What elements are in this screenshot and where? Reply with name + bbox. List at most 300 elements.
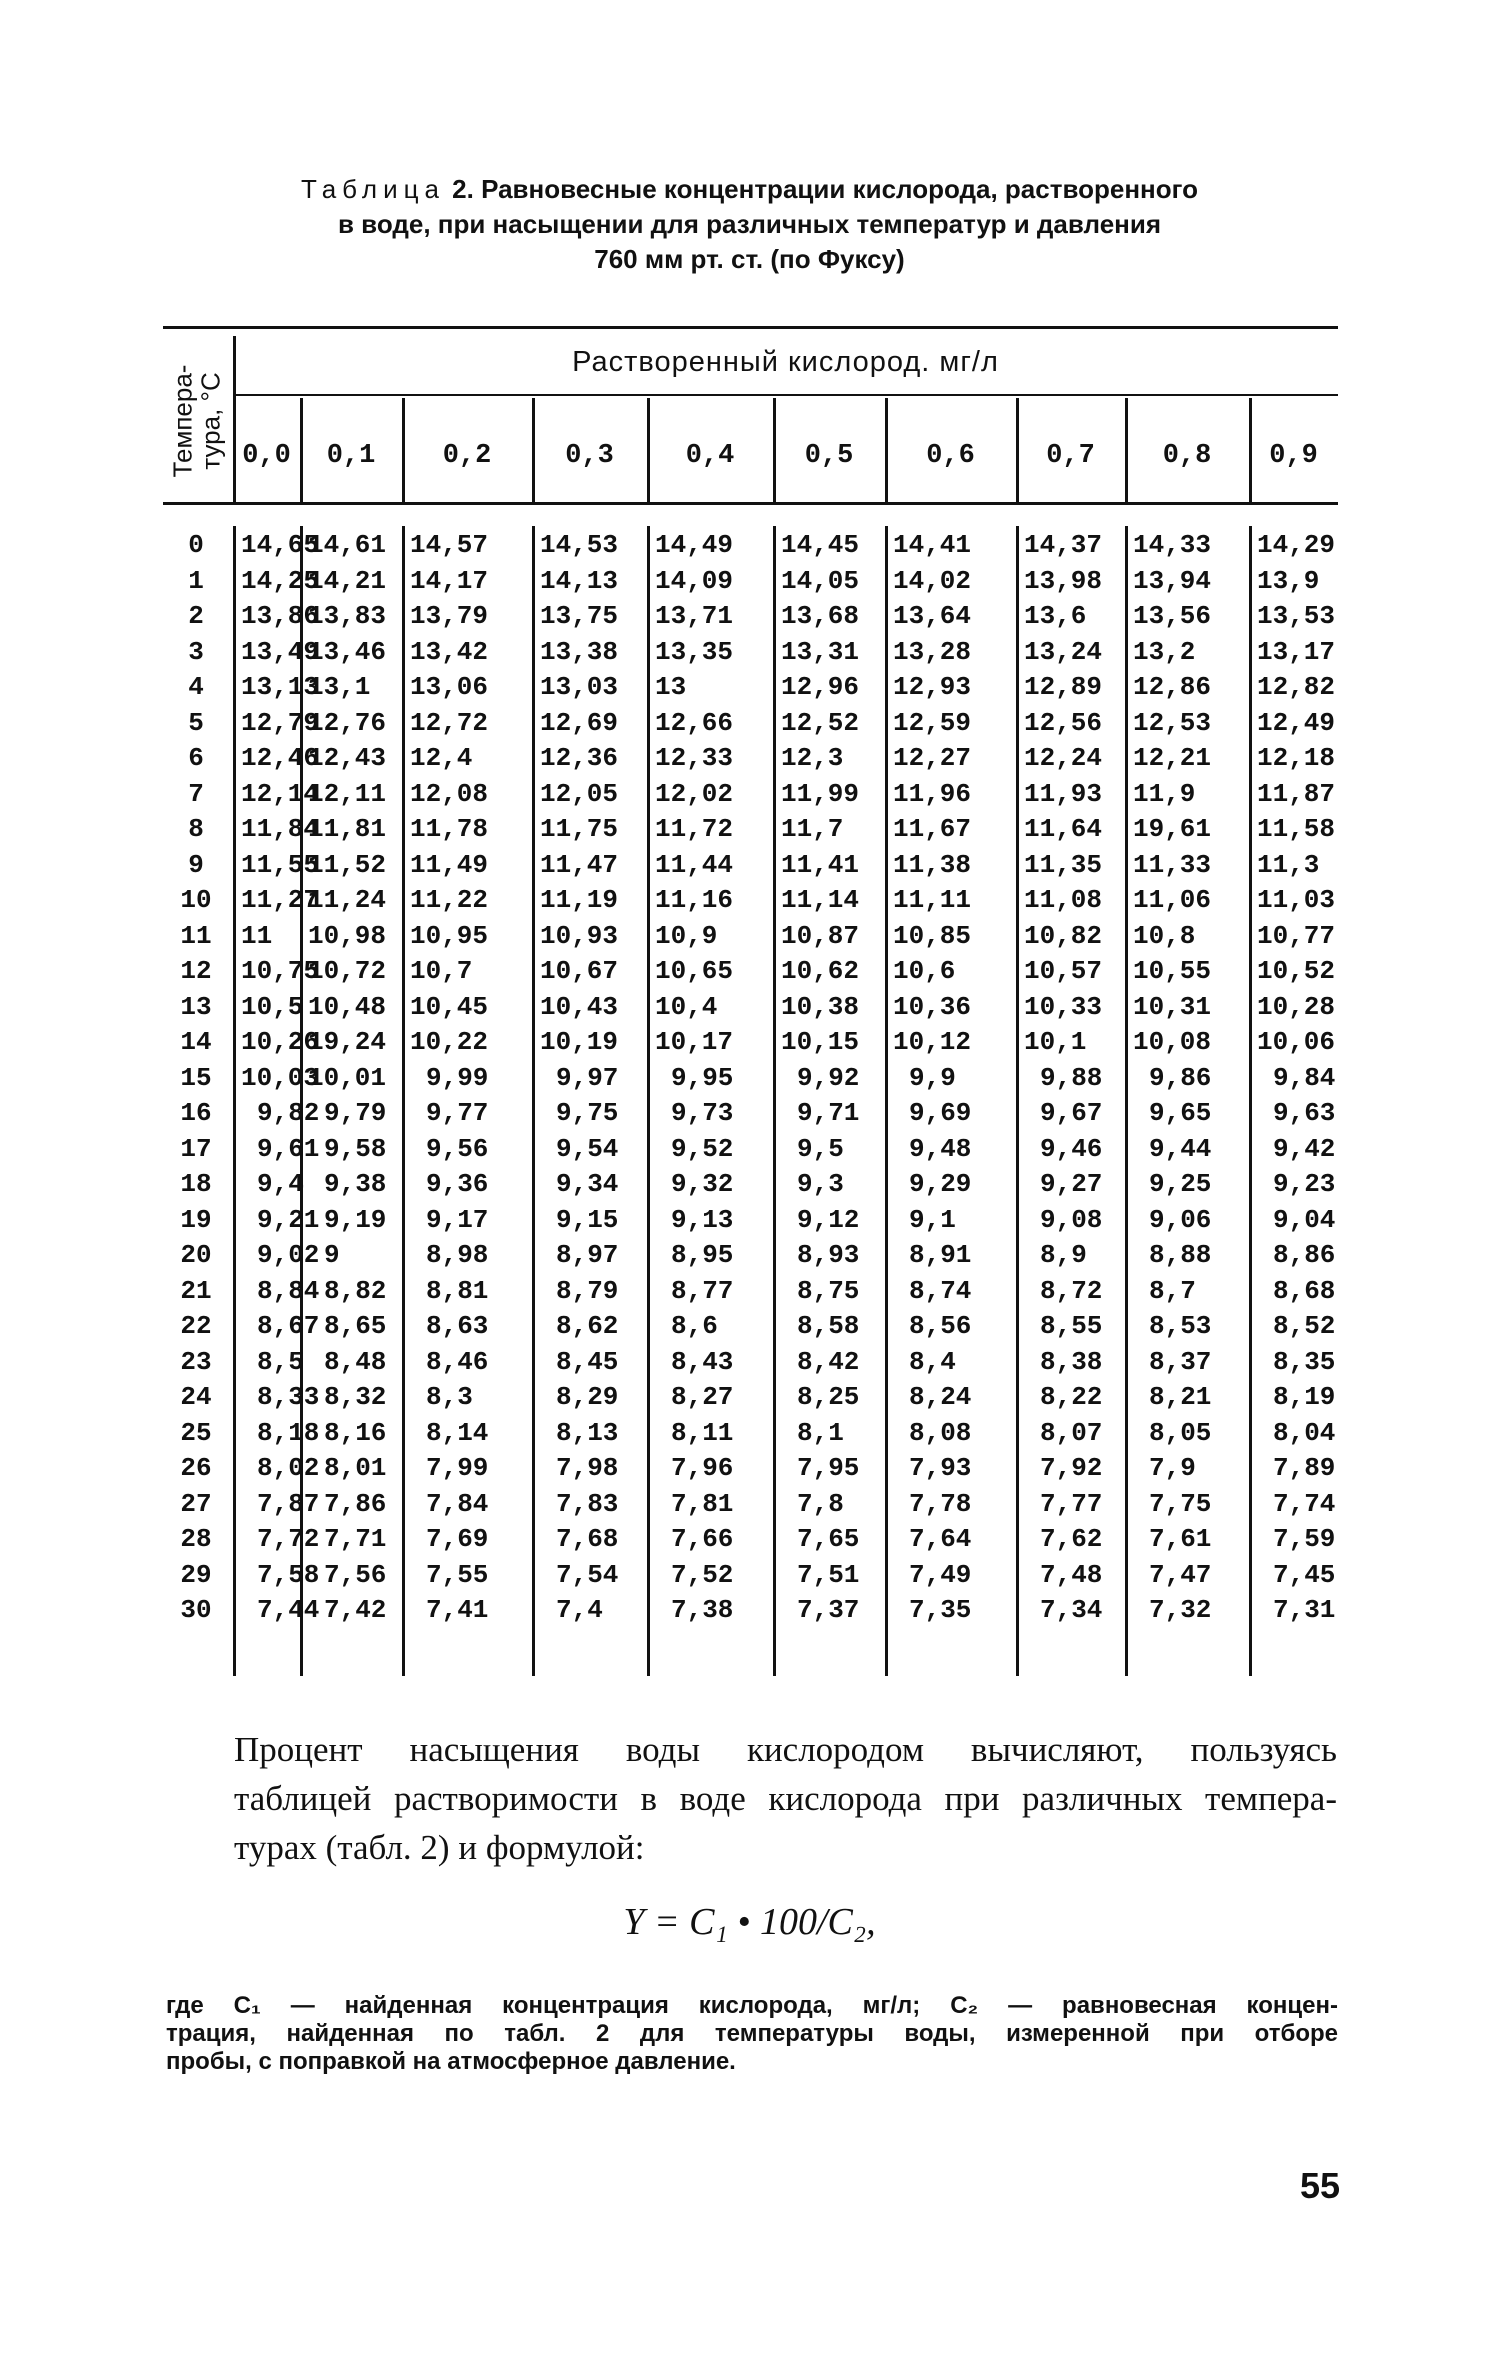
oxygen-value-cell: 14,25 bbox=[241, 565, 320, 596]
oxygen-value-cell: 8,7 bbox=[1149, 1275, 1196, 1306]
temperature-cell: 12 bbox=[180, 956, 212, 986]
oxygen-value-cell: 9,02 bbox=[257, 1240, 320, 1270]
temperature-cell: 9 bbox=[188, 849, 204, 880]
oxygen-value-cell: 11,06 bbox=[1133, 885, 1212, 915]
oxygen-value-cell: 8,84 bbox=[257, 1275, 320, 1306]
oxygen-value-cell: 8,13 bbox=[556, 1417, 619, 1448]
oxygen-value-cell: 9,38 bbox=[324, 1169, 387, 1199]
oxygen-value-cell: 10,22 bbox=[410, 1027, 489, 1057]
column-divider-header bbox=[1125, 398, 1128, 502]
oxygen-value-cell: 13,42 bbox=[410, 636, 489, 667]
oxygen-value-cell: 7,95 bbox=[797, 1453, 860, 1483]
oxygen-value-cell: 14,33 bbox=[1133, 530, 1212, 560]
oxygen-value-cell: 7,65 bbox=[797, 1524, 860, 1554]
table-top-rule bbox=[163, 326, 1338, 329]
table-header-bottom-rule bbox=[163, 502, 1338, 505]
oxygen-value-cell: 9,63 bbox=[1273, 1098, 1336, 1128]
table-row bbox=[163, 1167, 1338, 1203]
temperature-cell: 13 bbox=[180, 991, 212, 1022]
oxygen-value-cell: 12,53 bbox=[1133, 707, 1212, 738]
oxygen-value-cell: 10,4 bbox=[655, 991, 718, 1022]
temperature-cell: 18 bbox=[180, 1169, 212, 1199]
oxygen-value-cell: 7,56 bbox=[324, 1559, 387, 1590]
oxygen-value-cell: 10,38 bbox=[781, 991, 860, 1022]
column-header: 0,8 bbox=[1162, 441, 1212, 471]
column-header: 0,1 bbox=[326, 441, 376, 471]
oxygen-value-cell: 8,82 bbox=[324, 1275, 387, 1306]
oxygen-value-cell: 9,27 bbox=[1040, 1169, 1103, 1199]
oxygen-value-cell: 12,14 bbox=[241, 778, 320, 809]
oxygen-value-cell: 14,09 bbox=[655, 565, 734, 596]
column-divider-header bbox=[233, 336, 236, 502]
table-body bbox=[163, 528, 1338, 1629]
temperature-cell: 19 bbox=[180, 1204, 212, 1235]
oxygen-value-cell: 9,13 bbox=[671, 1204, 734, 1235]
oxygen-value-cell: 7,8 bbox=[797, 1488, 844, 1519]
oxygen-value-cell: 10,95 bbox=[410, 920, 489, 951]
oxygen-value-cell: 11,7 bbox=[781, 814, 844, 844]
oxygen-value-cell: 7,96 bbox=[671, 1453, 734, 1483]
body-line-2: таблицей растворимости в воде кислорода при различных темпера- bbox=[234, 1779, 1337, 1818]
oxygen-value-cell: 7,52 bbox=[671, 1559, 734, 1590]
oxygen-value-cell: 14,17 bbox=[410, 565, 489, 596]
oxygen-value-cell: 11,87 bbox=[1257, 778, 1336, 809]
oxygen-value-cell: 9,1 bbox=[909, 1204, 956, 1235]
oxygen-value-cell: 13,79 bbox=[410, 601, 489, 631]
oxygen-value-cell: 13,24 bbox=[1024, 636, 1103, 667]
oxygen-value-cell: 9,69 bbox=[909, 1098, 972, 1128]
temperature-cell: 27 bbox=[180, 1488, 212, 1519]
oxygen-value-cell: 13,06 bbox=[410, 672, 489, 702]
body-line-3: турах (табл. 2) и формулой: bbox=[234, 1828, 645, 1867]
oxygen-value-cell: 9,21 bbox=[257, 1204, 320, 1235]
oxygen-value-cell: 13,56 bbox=[1133, 601, 1212, 631]
oxygen-value-cell: 8,65 bbox=[324, 1311, 387, 1341]
oxygen-value-cell: 11,47 bbox=[540, 849, 619, 880]
oxygen-value-cell: 8,95 bbox=[671, 1240, 734, 1270]
oxygen-value-cell: 10,7 bbox=[410, 956, 473, 986]
oxygen-value-cell: 7,47 bbox=[1149, 1559, 1212, 1590]
oxygen-table bbox=[163, 326, 1338, 1676]
oxygen-value-cell: 8,29 bbox=[556, 1382, 619, 1412]
oxygen-value-cell: 7,48 bbox=[1040, 1559, 1103, 1590]
temperature-cell: 11 bbox=[180, 920, 212, 951]
oxygen-value-cell: 8,88 bbox=[1149, 1240, 1212, 1270]
table-row bbox=[163, 1380, 1338, 1416]
oxygen-value-cell: 8,98 bbox=[426, 1240, 489, 1270]
oxygen-value-cell: 11,96 bbox=[893, 778, 972, 809]
table-row bbox=[163, 777, 1338, 813]
oxygen-value-cell: 12,49 bbox=[1257, 707, 1336, 738]
column-header: 0,9 bbox=[1269, 441, 1318, 471]
oxygen-value-cell: 7,86 bbox=[324, 1488, 387, 1519]
oxygen-value-cell: 10,48 bbox=[308, 991, 387, 1022]
table-row bbox=[163, 1487, 1338, 1523]
oxygen-value-cell: 9,58 bbox=[324, 1133, 387, 1164]
oxygen-value-cell: 11,33 bbox=[1133, 849, 1212, 880]
table-row bbox=[163, 670, 1338, 706]
dissolved-oxygen-header: Растворенный кислород. мг/л bbox=[572, 346, 999, 378]
oxygen-value-cell: 9,52 bbox=[671, 1133, 734, 1164]
oxygen-value-cell: 9,06 bbox=[1149, 1204, 1212, 1235]
oxygen-value-cell: 7,74 bbox=[1273, 1488, 1336, 1519]
oxygen-value-cell: 12,82 bbox=[1257, 672, 1336, 702]
table-row bbox=[163, 919, 1338, 955]
body-line-1: Процент насыщения воды кислородом вычисляют, пользуясь bbox=[234, 1730, 1337, 1769]
oxygen-value-cell: 10,55 bbox=[1133, 956, 1212, 986]
oxygen-value-cell: 13,6 bbox=[1024, 601, 1087, 631]
temperature-cell: 17 bbox=[180, 1133, 212, 1164]
oxygen-value-cell: 10,06 bbox=[1257, 1027, 1336, 1057]
oxygen-value-cell: 10,17 bbox=[655, 1027, 734, 1057]
oxygen-value-cell: 9,99 bbox=[426, 1062, 489, 1093]
oxygen-value-cell: 11,55 bbox=[241, 849, 320, 880]
oxygen-value-cell: 11,58 bbox=[1257, 814, 1336, 844]
oxygen-value-cell: 10,15 bbox=[781, 1027, 860, 1057]
oxygen-value-cell: 9,77 bbox=[426, 1098, 489, 1128]
oxygen-value-cell: 8,48 bbox=[324, 1346, 387, 1377]
oxygen-value-cell: 10,93 bbox=[540, 920, 619, 951]
oxygen-value-cell: 7,84 bbox=[426, 1488, 489, 1519]
table-row bbox=[163, 1309, 1338, 1345]
column-divider-header bbox=[402, 398, 405, 502]
oxygen-value-cell: 8,19 bbox=[1273, 1382, 1336, 1412]
table-row bbox=[163, 635, 1338, 671]
oxygen-value-cell: 12,36 bbox=[540, 743, 619, 773]
oxygen-value-cell: 9,65 bbox=[1149, 1098, 1212, 1128]
oxygen-value-cell: 10,12 bbox=[893, 1027, 972, 1057]
oxygen-value-cell: 14,49 bbox=[655, 530, 734, 560]
oxygen-value-cell: 13,98 bbox=[1024, 565, 1103, 596]
oxygen-value-cell: 9,23 bbox=[1273, 1169, 1336, 1199]
oxygen-value-cell: 9,9 bbox=[909, 1062, 956, 1093]
temperature-cell: 1 bbox=[188, 565, 204, 596]
column-header: 0,2 bbox=[442, 441, 492, 471]
oxygen-value-cell: 9,4 bbox=[257, 1169, 304, 1199]
temperature-cell: 26 bbox=[180, 1453, 212, 1483]
oxygen-value-cell: 7,68 bbox=[556, 1524, 619, 1554]
oxygen-value-cell: 13,1 bbox=[308, 672, 371, 702]
oxygen-value-cell: 8,32 bbox=[324, 1382, 387, 1412]
oxygen-value-cell: 11,64 bbox=[1024, 814, 1103, 844]
temperature-header-line-1: Темпера- bbox=[167, 364, 197, 478]
oxygen-value-cell: 10,01 bbox=[308, 1062, 387, 1093]
oxygen-value-cell: 10,5 bbox=[241, 991, 304, 1022]
oxygen-value-cell: 8,81 bbox=[426, 1275, 489, 1306]
oxygen-value-cell: 13,03 bbox=[540, 672, 619, 702]
oxygen-value-cell: 14,61 bbox=[308, 530, 387, 560]
oxygen-value-cell: 12,02 bbox=[655, 778, 734, 809]
column-divider-header bbox=[532, 398, 535, 502]
temperature-cell: 4 bbox=[188, 672, 204, 702]
oxygen-value-cell: 7,32 bbox=[1149, 1595, 1212, 1625]
oxygen-value-cell: 10,45 bbox=[410, 991, 489, 1022]
column-header: 0,4 bbox=[685, 441, 735, 471]
oxygen-value-cell: 9,08 bbox=[1040, 1204, 1103, 1235]
table-row bbox=[163, 741, 1338, 777]
oxygen-value-cell: 7,45 bbox=[1273, 1559, 1336, 1590]
temperature-cell: 2 bbox=[188, 601, 204, 631]
temperature-cell: 7 bbox=[188, 778, 204, 809]
oxygen-value-cell: 11,93 bbox=[1024, 778, 1103, 809]
oxygen-value-cell: 11,3 bbox=[1257, 849, 1320, 880]
temperature-cell: 14 bbox=[180, 1027, 212, 1057]
oxygen-value-cell: 8,38 bbox=[1040, 1346, 1103, 1377]
table-row bbox=[163, 706, 1338, 742]
oxygen-value-cell: 8,68 bbox=[1273, 1275, 1336, 1306]
oxygen-value-cell: 9,79 bbox=[324, 1098, 387, 1128]
oxygen-value-cell: 7,55 bbox=[426, 1559, 489, 1590]
column-header: 0,6 bbox=[926, 441, 975, 471]
oxygen-value-cell: 8,79 bbox=[556, 1275, 619, 1306]
span-header-rule bbox=[233, 394, 1338, 396]
oxygen-value-cell: 8,97 bbox=[556, 1240, 619, 1270]
oxygen-value-cell: 12,76 bbox=[308, 707, 387, 738]
oxygen-value-cell: 12,43 bbox=[308, 743, 387, 773]
oxygen-value-cell: 10,72 bbox=[308, 956, 387, 986]
oxygen-value-cell: 9,25 bbox=[1149, 1169, 1212, 1199]
temperature-cell: 29 bbox=[180, 1559, 212, 1590]
oxygen-value-cell: 8,6 bbox=[671, 1311, 718, 1341]
oxygen-value-cell: 9,92 bbox=[797, 1062, 860, 1093]
table-row bbox=[163, 528, 1338, 564]
oxygen-value-cell: 9,84 bbox=[1273, 1062, 1336, 1093]
oxygen-value-cell: 7,89 bbox=[1273, 1453, 1336, 1483]
oxygen-value-cell: 8,33 bbox=[257, 1382, 320, 1412]
table-row bbox=[163, 1132, 1338, 1168]
oxygen-value-cell: 7,83 bbox=[556, 1488, 619, 1519]
oxygen-value-cell: 8,5 bbox=[257, 1346, 304, 1377]
oxygen-value-cell: 14,21 bbox=[308, 565, 387, 596]
oxygen-value-cell: 7,4 bbox=[556, 1595, 603, 1625]
oxygen-value-cell: 10,85 bbox=[893, 920, 972, 951]
oxygen-value-cell: 8,3 bbox=[426, 1382, 473, 1412]
oxygen-value-cell: 11,24 bbox=[308, 885, 387, 915]
oxygen-value-cell: 8,91 bbox=[909, 1240, 972, 1270]
oxygen-value-cell: 7,51 bbox=[797, 1559, 860, 1590]
table-row bbox=[163, 1558, 1338, 1594]
table-row bbox=[163, 1593, 1338, 1629]
oxygen-value-cell: 13,94 bbox=[1133, 565, 1212, 596]
table-row bbox=[163, 848, 1338, 884]
oxygen-value-cell: 10,52 bbox=[1257, 956, 1336, 986]
table-caption bbox=[0, 172, 1499, 277]
oxygen-value-cell: 8,4 bbox=[909, 1346, 956, 1377]
oxygen-value-cell: 9,36 bbox=[426, 1169, 489, 1199]
oxygen-value-cell: 9,17 bbox=[426, 1204, 489, 1235]
oxygen-value-cell: 8,77 bbox=[671, 1275, 734, 1306]
oxygen-value-cell: 8,46 bbox=[426, 1346, 489, 1377]
footnote-line-1: где C₁ — найденная концентрация кислорода, мг/л; C₂ — равновесная концен- bbox=[166, 1992, 1338, 2019]
oxygen-value-cell: 9,71 bbox=[797, 1098, 860, 1128]
oxygen-value-cell: 9,5 bbox=[797, 1133, 844, 1164]
column-divider-header bbox=[300, 398, 303, 502]
oxygen-value-cell: 13,38 bbox=[540, 636, 619, 667]
oxygen-value-cell: 8,63 bbox=[426, 1311, 489, 1341]
oxygen-value-cell: 8,01 bbox=[324, 1453, 387, 1483]
column-divider-header bbox=[647, 398, 650, 502]
oxygen-value-cell: 14,65 bbox=[241, 530, 320, 560]
oxygen-value-cell: 7,64 bbox=[909, 1524, 972, 1554]
oxygen-value-cell: 12,4 bbox=[410, 743, 473, 773]
oxygen-value-cell: 7,92 bbox=[1040, 1453, 1103, 1483]
oxygen-value-cell: 11,03 bbox=[1257, 885, 1336, 915]
oxygen-value-cell: 19,61 bbox=[1133, 814, 1212, 844]
oxygen-value-cell: 7,9 bbox=[1149, 1453, 1196, 1483]
oxygen-value-cell: 7,34 bbox=[1040, 1595, 1103, 1625]
oxygen-value-cell: 8,56 bbox=[909, 1311, 972, 1341]
oxygen-value-cell: 8,27 bbox=[671, 1382, 734, 1412]
oxygen-value-cell: 11,11 bbox=[893, 885, 972, 915]
oxygen-value-cell: 13,53 bbox=[1257, 601, 1336, 631]
oxygen-value-cell: 7,98 bbox=[556, 1453, 619, 1483]
oxygen-value-cell: 8,43 bbox=[671, 1346, 734, 1377]
oxygen-value-cell: 7,38 bbox=[671, 1595, 734, 1625]
temperature-cell: 28 bbox=[180, 1524, 212, 1554]
oxygen-value-cell: 8,86 bbox=[1273, 1240, 1336, 1270]
temperature-cell: 5 bbox=[188, 707, 204, 738]
oxygen-value-cell: 11,22 bbox=[410, 885, 489, 915]
body-paragraph bbox=[234, 1725, 1337, 1872]
oxygen-value-cell: 7,49 bbox=[909, 1559, 972, 1590]
oxygen-value-cell: 8,75 bbox=[797, 1275, 860, 1306]
oxygen-value-cell: 12,72 bbox=[410, 707, 489, 738]
table-row bbox=[163, 564, 1338, 600]
temperature-cell: 23 bbox=[180, 1346, 212, 1377]
oxygen-value-cell: 9,15 bbox=[556, 1204, 619, 1235]
oxygen-value-cell: 10,98 bbox=[308, 920, 387, 951]
oxygen-value-cell: 14,57 bbox=[410, 530, 489, 560]
column-divider-header bbox=[1016, 398, 1019, 502]
oxygen-value-cell: 12,96 bbox=[781, 672, 860, 702]
oxygen-value-cell: 11,41 bbox=[781, 849, 860, 880]
oxygen-value-cell: 10,67 bbox=[540, 956, 619, 986]
oxygen-value-cell: 11,35 bbox=[1024, 849, 1103, 880]
oxygen-value-cell: 11,49 bbox=[410, 849, 489, 880]
formula: Y = C₁ • 100/C₂, bbox=[623, 1901, 876, 1943]
temperature-header-line-2: тура, °С bbox=[195, 372, 225, 470]
oxygen-value-cell: 8,07 bbox=[1040, 1417, 1103, 1448]
oxygen-value-cell: 13,83 bbox=[308, 601, 387, 631]
oxygen-value-cell: 9,97 bbox=[556, 1062, 619, 1093]
oxygen-value-cell: 9,32 bbox=[671, 1169, 734, 1199]
oxygen-value-cell: 8,35 bbox=[1273, 1346, 1336, 1377]
oxygen-value-cell: 8,53 bbox=[1149, 1311, 1212, 1341]
oxygen-value-cell: 11,84 bbox=[241, 814, 320, 844]
oxygen-value-cell: 8,37 bbox=[1149, 1346, 1212, 1377]
oxygen-value-cell: 12,21 bbox=[1133, 743, 1212, 773]
oxygen-value-cell: 7,37 bbox=[797, 1595, 860, 1625]
oxygen-value-cell: 8,55 bbox=[1040, 1311, 1103, 1341]
oxygen-value-cell: 8,18 bbox=[257, 1417, 320, 1448]
oxygen-value-cell: 8,22 bbox=[1040, 1382, 1103, 1412]
column-header: 0,3 bbox=[565, 441, 614, 471]
temperature-cell: 21 bbox=[180, 1275, 212, 1306]
footnote-line-2: трация, найденная по табл. 2 для температуры воды, измеренной при отборе bbox=[166, 2020, 1338, 2047]
oxygen-value-cell: 13,13 bbox=[241, 672, 320, 702]
oxygen-value-cell: 8,58 bbox=[797, 1311, 860, 1341]
oxygen-value-cell: 11,75 bbox=[540, 814, 619, 844]
oxygen-value-cell: 9,04 bbox=[1273, 1204, 1336, 1235]
oxygen-value-cell: 10,8 bbox=[1133, 920, 1196, 951]
oxygen-value-cell: 11,14 bbox=[781, 885, 860, 915]
oxygen-value-cell: 7,31 bbox=[1273, 1595, 1336, 1625]
oxygen-value-cell: 10,75 bbox=[241, 956, 320, 986]
oxygen-value-cell: 9,34 bbox=[556, 1169, 619, 1199]
page-number: 55 bbox=[1299, 2165, 1340, 2206]
temperature-cell: 6 bbox=[188, 743, 204, 773]
oxygen-value-cell: 12,08 bbox=[410, 778, 489, 809]
column-divider-header bbox=[773, 398, 776, 502]
oxygen-value-cell: 9,75 bbox=[556, 1098, 619, 1128]
temperature-header bbox=[163, 338, 229, 504]
oxygen-value-cell: 9,46 bbox=[1040, 1133, 1103, 1164]
oxygen-value-cell: 13,71 bbox=[655, 601, 734, 631]
table-row bbox=[163, 1203, 1338, 1239]
oxygen-value-cell: 7,58 bbox=[257, 1559, 320, 1590]
oxygen-value-cell: 9,95 bbox=[671, 1062, 734, 1093]
oxygen-value-cell: 9,19 bbox=[324, 1204, 387, 1235]
oxygen-value-cell: 11,27 bbox=[241, 885, 320, 915]
oxygen-value-cell: 7,41 bbox=[426, 1595, 489, 1625]
oxygen-value-cell: 9,82 bbox=[257, 1098, 320, 1128]
table-row bbox=[163, 1274, 1338, 1310]
oxygen-value-cell: 8,16 bbox=[324, 1417, 387, 1448]
oxygen-value-cell: 19,24 bbox=[308, 1027, 387, 1057]
caption-line-1: 2. Равновесные концентрации кислорода, растворенного bbox=[444, 174, 1198, 204]
oxygen-value-cell: 14,45 bbox=[781, 530, 860, 560]
temperature-cell: 15 bbox=[180, 1062, 212, 1093]
column-header: 0,0 bbox=[242, 441, 291, 471]
oxygen-value-cell: 10,36 bbox=[893, 991, 972, 1022]
oxygen-value-cell: 7,87 bbox=[257, 1488, 320, 1519]
oxygen-value-cell: 12,79 bbox=[241, 707, 320, 738]
oxygen-value-cell: 12,33 bbox=[655, 743, 734, 773]
oxygen-value-cell: 8,24 bbox=[909, 1382, 972, 1412]
oxygen-value-cell: 14,29 bbox=[1257, 530, 1336, 560]
temperature-cell: 8 bbox=[188, 814, 204, 844]
oxygen-value-cell: 14,02 bbox=[893, 565, 972, 596]
oxygen-value-cell: 11,99 bbox=[781, 778, 860, 809]
oxygen-value-cell: 11,16 bbox=[655, 885, 734, 915]
table-row bbox=[163, 1096, 1338, 1132]
oxygen-value-cell: 9 bbox=[324, 1240, 340, 1270]
oxygen-value-cell: 10,43 bbox=[540, 991, 619, 1022]
oxygen-value-cell: 8,14 bbox=[426, 1417, 489, 1448]
oxygen-value-cell: 13,31 bbox=[781, 636, 860, 667]
oxygen-value-cell: 8,11 bbox=[671, 1417, 734, 1448]
oxygen-value-cell: 13,17 bbox=[1257, 636, 1336, 667]
oxygen-value-cell: 9,42 bbox=[1273, 1133, 1336, 1164]
oxygen-value-cell: 10,65 bbox=[655, 956, 734, 986]
oxygen-value-cell: 12,52 bbox=[781, 707, 860, 738]
oxygen-value-cell: 13 bbox=[655, 672, 687, 702]
oxygen-value-cell: 7,99 bbox=[426, 1453, 489, 1483]
oxygen-value-cell: 9,73 bbox=[671, 1098, 734, 1128]
oxygen-value-cell: 8,08 bbox=[909, 1417, 972, 1448]
temperature-cell: 16 bbox=[180, 1098, 212, 1128]
caption-label: Таблица bbox=[301, 174, 445, 204]
oxygen-value-cell: 7,78 bbox=[909, 1488, 972, 1519]
oxygen-value-cell: 8,04 bbox=[1273, 1417, 1336, 1448]
oxygen-value-cell: 7,69 bbox=[426, 1524, 489, 1554]
oxygen-value-cell: 12,18 bbox=[1257, 743, 1336, 773]
oxygen-value-cell: 9,54 bbox=[556, 1133, 619, 1164]
oxygen-value-cell: 10,26 bbox=[241, 1027, 320, 1057]
caption-line-2: в воде, при насыщении для различных температур и давления bbox=[337, 209, 1162, 239]
oxygen-value-cell: 7,81 bbox=[671, 1488, 734, 1519]
oxygen-value-cell: 12,11 bbox=[308, 778, 387, 809]
